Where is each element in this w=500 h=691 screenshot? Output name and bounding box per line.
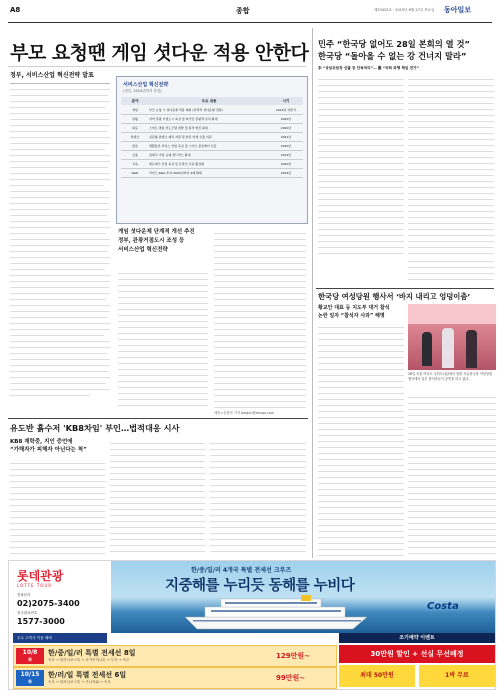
table-row: 콘텐츠 실감형 콘텐츠 제작 지원 및 한류 연계 수출 지원 2021년 [121, 133, 303, 142]
tour-title: 한/중/일/러 특별 전세선 8일 [48, 649, 136, 657]
table-row: 관광 지역 관광 거점도시 육성 및 외국인 관광객 유치 확대 2020년 [121, 115, 303, 124]
lead-body-col2 [118, 268, 208, 408]
page-number: A8 [10, 6, 21, 14]
table-subtitle: (정부, 2024년까지 추진) [123, 89, 162, 93]
cruise-ad [8, 560, 496, 690]
tour-price: 99만원~ [276, 674, 306, 682]
issue-meta: 제33425호 · 2019년 6월 27일 목요일 [374, 8, 435, 12]
tour-day: 화 [28, 679, 32, 684]
photo-figure [442, 328, 454, 368]
right-top-byline: 李 “상임위원장 선출 등 단독처리”… 羅 “국회 파행 책임 전가” [318, 66, 419, 70]
brief-rule [8, 418, 308, 419]
right-mid-rule [316, 288, 494, 289]
lead-sub-byline: 세종=송충현 기자 balgun@donga.com [214, 411, 275, 415]
policy-table [116, 76, 308, 224]
lead-story [8, 28, 308, 418]
brief-subhead: KB8 재학중, 지인 증언에 “가해자가 피해자 아닌다는 척” [10, 439, 87, 453]
right-top-body-col1 [318, 74, 404, 254]
tour-date-badge [16, 648, 44, 664]
section-label: 종합 [236, 7, 250, 15]
ad-phone-2[interactable]: 1577-3000 [17, 617, 65, 626]
ad-tour-2[interactable] [13, 667, 337, 689]
lead-body-col3 [214, 228, 306, 408]
ad-tagline: 한/중/일/러 4개국 특별 전세선 크루즈 [191, 567, 292, 574]
tour-date: 10/15 [20, 671, 40, 678]
ad-phone-label: 전화문의 [17, 593, 31, 597]
brief-body-col3 [210, 438, 306, 556]
masthead: 동아일보 [444, 6, 472, 14]
ad-benefits [13, 633, 107, 643]
ad-tour-1[interactable] [13, 645, 337, 667]
ad-brand: 롯데관광 [17, 569, 64, 583]
table-body [121, 106, 303, 178]
table-col-area: 분야 [131, 99, 139, 103]
table-row: 게임 부모 요청 시 셧다운제 적용 제외 (선택적 셧다운제 전환) 2019년 하반기 [121, 106, 303, 115]
offer-3-text: 1박 무료 [445, 672, 469, 679]
event-photo [408, 304, 496, 370]
ad-badge-label: 조기예약 이벤트 [399, 635, 435, 641]
lead-subhead: 게임 셧다운제 단계적 개선 추진 정부, 관광거점도시 조성 등 서비스산업 혁신전략 [118, 229, 195, 253]
photo-figure [422, 332, 432, 366]
offer-2-text: 최대 50만원 [360, 672, 394, 679]
right-mid-subhead: 황교안 대표 등 지도부 대거 참석 논란 일자 “참석자 사과” 해명 [318, 305, 390, 319]
ad-badge [339, 633, 495, 643]
ad-offer-main [339, 645, 495, 663]
tour-price: 129만원~ [276, 652, 311, 660]
right-mid-body [318, 322, 404, 556]
table-title: 서비스산업 혁신전략 [123, 82, 169, 88]
tour-route: 속초 → 블라디보스톡 → 사카이미나토 → 부산 → 속초 [48, 658, 130, 662]
ad-phone-1[interactable]: 02)2075-3400 [17, 599, 80, 608]
table-header-row [121, 97, 303, 105]
ad-brand-en: LOTTE TOUR [17, 583, 53, 588]
headline-rule [8, 66, 306, 67]
brief-headline: 유도반 흙수저 'KB8차임' 부인…법적대응 시사 [10, 423, 180, 433]
ad-phone-label-2: 전국대표번호 [17, 611, 38, 615]
table-col-time: 시기 [282, 99, 290, 103]
right-top-headline: 민주 “한국당 없어도 28일 본회의 열 것” 한국당 “돌아올 수 없는 강 건너지 말라” [318, 39, 470, 61]
table-col-content: 주요 내용 [201, 99, 217, 103]
ad-ship-logo: Costa [427, 601, 459, 612]
ad-headline: 지중해를 누리듯 동해를 누비다 [165, 578, 355, 594]
vertical-divider [312, 28, 313, 558]
lead-body-col1 [10, 83, 110, 403]
offer-main-text: 30만원 할인 + 선실 무선배정 [370, 650, 464, 658]
ad-benefits-title: 우수 고객사 이용 혜택 [17, 636, 52, 640]
header-rule [8, 22, 492, 23]
table-row: R&D 서비스 R&D 투자 2024년까지 2배 확대 2024년 [121, 169, 303, 178]
cruise-ship-illustration [181, 595, 371, 631]
ad-offer-2 [339, 665, 415, 687]
lead-byline: 정부, 서비스산업 혁신전략 발표 [10, 72, 94, 79]
tour-date: 10/8 [22, 649, 38, 656]
table-row: 금융 핀테크 기업 규제 샌드박스 확대 2019년 [121, 151, 303, 160]
tour-title: 한/러/일 특별 전세선 6일 [48, 671, 127, 679]
tour-route: 속초 → 블라디보스톡 → 가나자와 → 속초 [48, 680, 111, 684]
tour-date-badge [16, 670, 44, 686]
table-row: 의료 스마트 병원 선도모델 개발 및 원격 협진 확대 2020년 [121, 124, 303, 133]
right-top-body-col2 [408, 74, 494, 254]
page-header [0, 0, 500, 24]
photo-banner [408, 304, 496, 324]
table-row: 물류 생활물류 서비스 산업 육성 및 스마트 물류센터 인증 2020년 [121, 142, 303, 151]
right-top-body-col3 [408, 256, 494, 282]
photo-caption: 26일 서울 여의도 국회도서관에서 열린 자유한국당 여성당원 행사에서 일부 참석자들이 공연을 하고 있다. [408, 372, 493, 382]
right-mid-headline: 한국당 여성당원 행사서 ‘바지 내리고 엉덩이춤’ [318, 292, 471, 301]
right-mid-body-col2 [408, 392, 496, 556]
ad-banner [111, 561, 495, 633]
ad-offer-3 [419, 665, 495, 687]
tour-day: 화 [28, 657, 32, 662]
photo-figure [466, 330, 477, 368]
table-row: 교육 에듀테크 산업 육성 및 온라인 교육 활성화 2020년 [121, 160, 303, 169]
lead-headline: 부모 요청땐 게임 셧다운 적용 안한다 [10, 42, 309, 64]
brief-body [10, 458, 105, 556]
brief-body-col2 [110, 438, 205, 556]
